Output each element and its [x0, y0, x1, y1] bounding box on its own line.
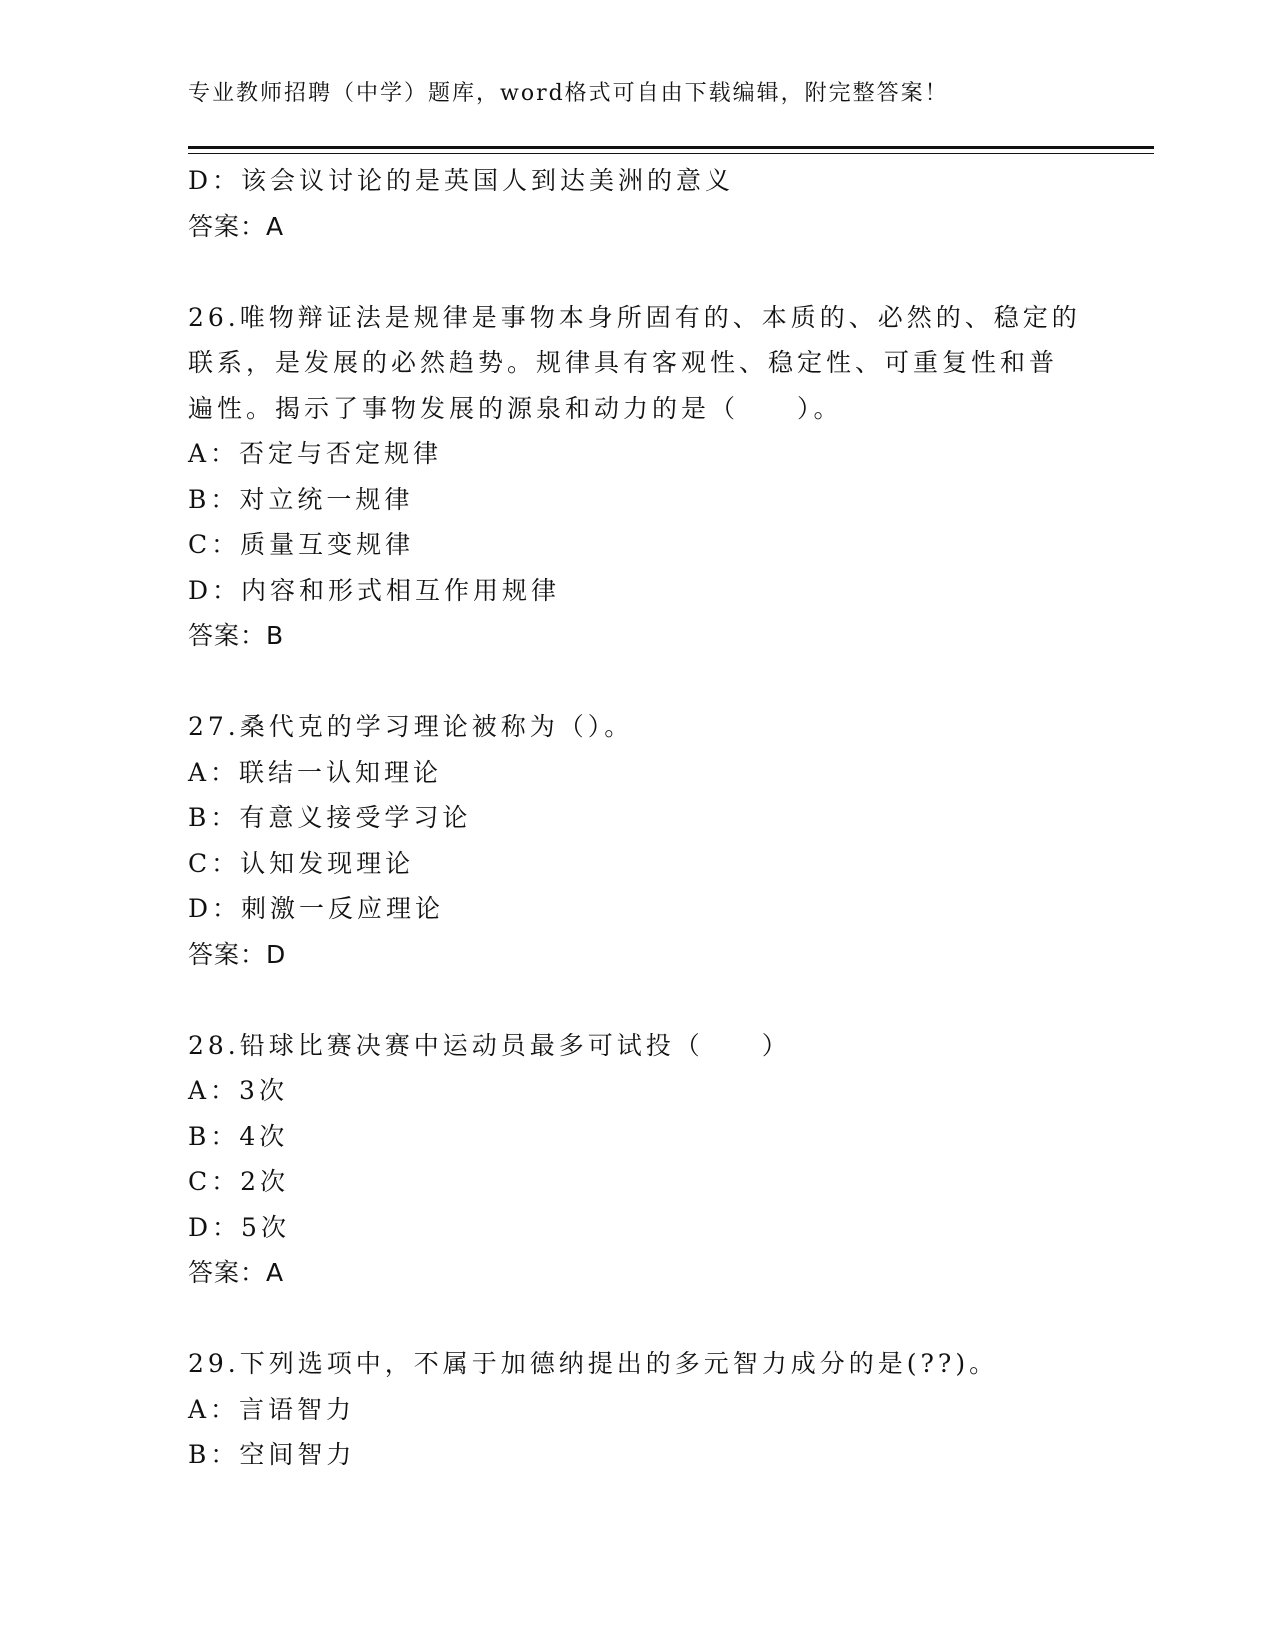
question-26-stem-line-2: 联系，是发展的必然趋势。规律具有客观性、稳定性、可重复性和普 [188, 348, 1059, 377]
question-28-option-a: A：3次 [188, 1076, 288, 1105]
answer-line: 答案：A [188, 211, 285, 241]
question-28-stem-line-1: 28.铅球比赛决赛中运动员最多可试投（ ） [188, 1030, 791, 1060]
question-28-answer: 答案：A [188, 1258, 285, 1287]
question-content [188, 158, 1088, 1478]
question-27-stem-line-1: 27.桑代克的学习理论被称为（）。 [188, 712, 634, 741]
question-26-option-c: C：质量互变规律 [188, 530, 415, 559]
question-26-option-d: D：内容和形式相互作用规律 [188, 575, 561, 605]
question-27-option-c: C：认知发现理论 [188, 848, 415, 878]
question-27-option-b: B：有意义接受学习论 [188, 803, 472, 832]
document-header: 专业教师招聘（中学）题库，word格式可自由下载编辑，附完整答案！ [188, 81, 949, 106]
spacer [188, 1296, 1088, 1342]
question-27-option-a: A：联结一认知理论 [188, 757, 443, 787]
question-26-answer: 答案：B [188, 621, 285, 650]
question-29-stem-line-1: 29.下列选项中，不属于加德纳提出的多元智力成分的是(??)。 [188, 1349, 999, 1378]
option-d: D：该会议讨论的是英国人到达美洲的意义 [188, 166, 735, 195]
spacer [188, 977, 1088, 1023]
question-26-stem-line-3: 遍性。揭示了事物发展的源泉和动力的是（ ）。 [188, 393, 843, 423]
question-29-option-a: A：言语智力 [188, 1394, 356, 1424]
question-27-answer: 答案：D [188, 939, 287, 969]
question-28-option-b: B：4次 [188, 1121, 289, 1151]
question-26-stem-line-1: 26.唯物辩证法是规律是事物本身所固有的、本质的、必然的、稳定的 [188, 302, 1081, 332]
question-28-option-d: D：5次 [188, 1212, 290, 1242]
header-rule-thick [188, 146, 1154, 149]
spacer [188, 249, 1088, 295]
question-29-option-b: B：空间智力 [188, 1440, 356, 1469]
question-28-option-c: C：2次 [188, 1167, 290, 1196]
question-26-option-b: B：对立统一规律 [188, 484, 414, 514]
spacer [188, 659, 1088, 705]
question-26-option-a: A：否定与否定规律 [188, 439, 443, 468]
header-rule-thin [188, 153, 1154, 154]
question-27-option-d: D：刺激一反应理论 [188, 894, 445, 923]
